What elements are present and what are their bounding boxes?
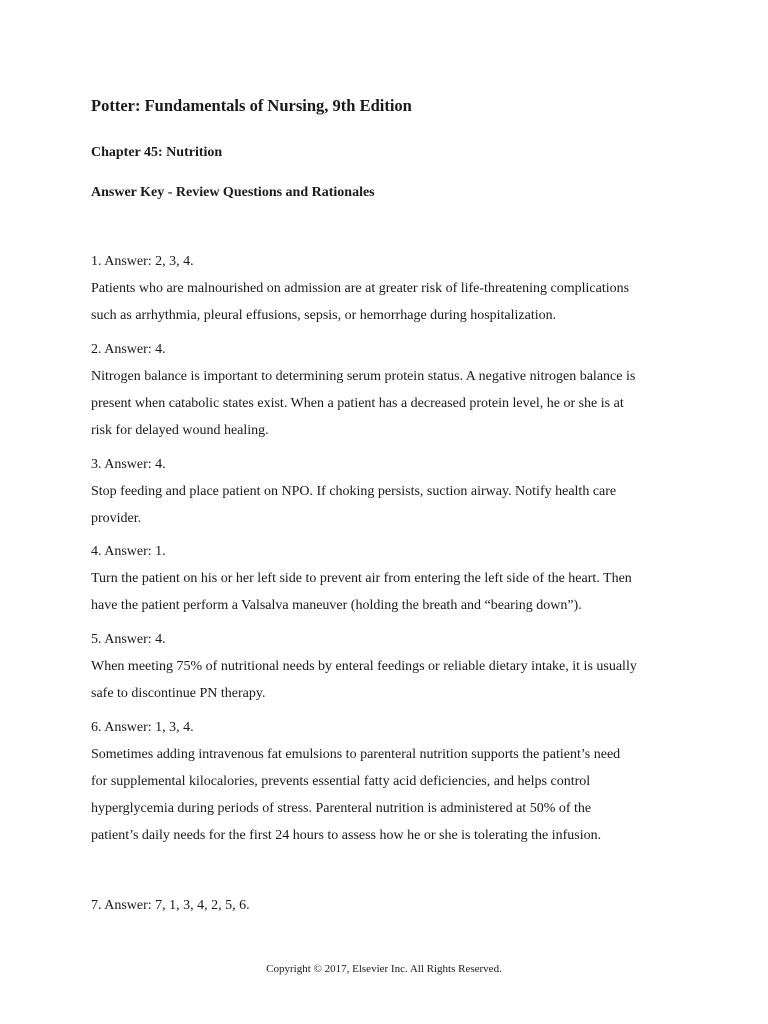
rationale-line: for supplemental kilocalories, prevents essential fatty acid deficiencies, and helps control	[91, 774, 591, 789]
rationale-line: Sometimes adding intravenous fat emulsions to parenteral nutrition supports the patient’s need	[91, 747, 621, 762]
answer-number: 1. Answer: 2, 3, 4.	[91, 254, 194, 269]
answer-key-heading: Answer Key - Review Questions and Rationales	[91, 185, 375, 200]
rationale-line: such as arrhythmia, pleural effusions, sepsis, or hemorrhage during hospitalization.	[91, 308, 557, 323]
answer-block-7	[91, 892, 691, 919]
rationale-line: hyperglycemia during periods of stress. Parenteral nutrition is administered at 50% of the	[91, 801, 592, 816]
answer-block-1	[91, 248, 691, 329]
answer-number: 7. Answer: 7, 1, 3, 4, 2, 5, 6.	[91, 898, 250, 913]
rationale-line: Nitrogen balance is important to determining serum protein status. A negative nitrogen balance is	[91, 369, 636, 384]
answer-number: 6. Answer: 1, 3, 4.	[91, 720, 194, 735]
answer-block-5	[91, 626, 691, 707]
answer-number: 3. Answer: 4.	[91, 457, 166, 472]
rationale-line: safe to discontinue PN therapy.	[91, 686, 266, 701]
rationale-line: Turn the patient on his or her left side to prevent air from entering the left side of the heart. Then	[91, 571, 632, 586]
answer-block-3	[91, 451, 691, 532]
answer-block-2	[91, 336, 691, 444]
rationale-line: When meeting 75% of nutritional needs by enteral feedings or reliable dietary intake, it is usually	[91, 659, 637, 674]
rationale-line: Stop feeding and place patient on NPO. If choking persists, suction airway. Notify health care	[91, 484, 617, 499]
chapter-heading: Chapter 45: Nutrition	[91, 145, 223, 160]
rationale-line: provider.	[91, 511, 142, 526]
rationale-line: risk for delayed wound healing.	[91, 423, 269, 438]
answer-number: 2. Answer: 4.	[91, 342, 166, 357]
rationale-line: Patients who are malnourished on admission are at greater risk of life-threatening complications	[91, 281, 630, 296]
rationale-line: present when catabolic states exist. When a patient has a decreased protein level, he or she is at	[91, 396, 624, 411]
answer-block-6	[91, 714, 691, 849]
answer-number: 4. Answer: 1.	[91, 544, 166, 559]
answer-number: 5. Answer: 4.	[91, 632, 166, 647]
rationale-line: have the patient perform a Valsalva maneuver (holding the breath and “bearing down”).	[91, 598, 582, 613]
copyright-footer: Copyright © 2017, Elsevier Inc. All Rights Reserved.	[266, 963, 502, 975]
rationale-line: patient’s daily needs for the first 24 hours to assess how he or she is tolerating the infusion.	[91, 828, 602, 843]
document-title: Potter: Fundamentals of Nursing, 9th Edition	[91, 96, 412, 115]
answer-block-4	[91, 538, 691, 619]
